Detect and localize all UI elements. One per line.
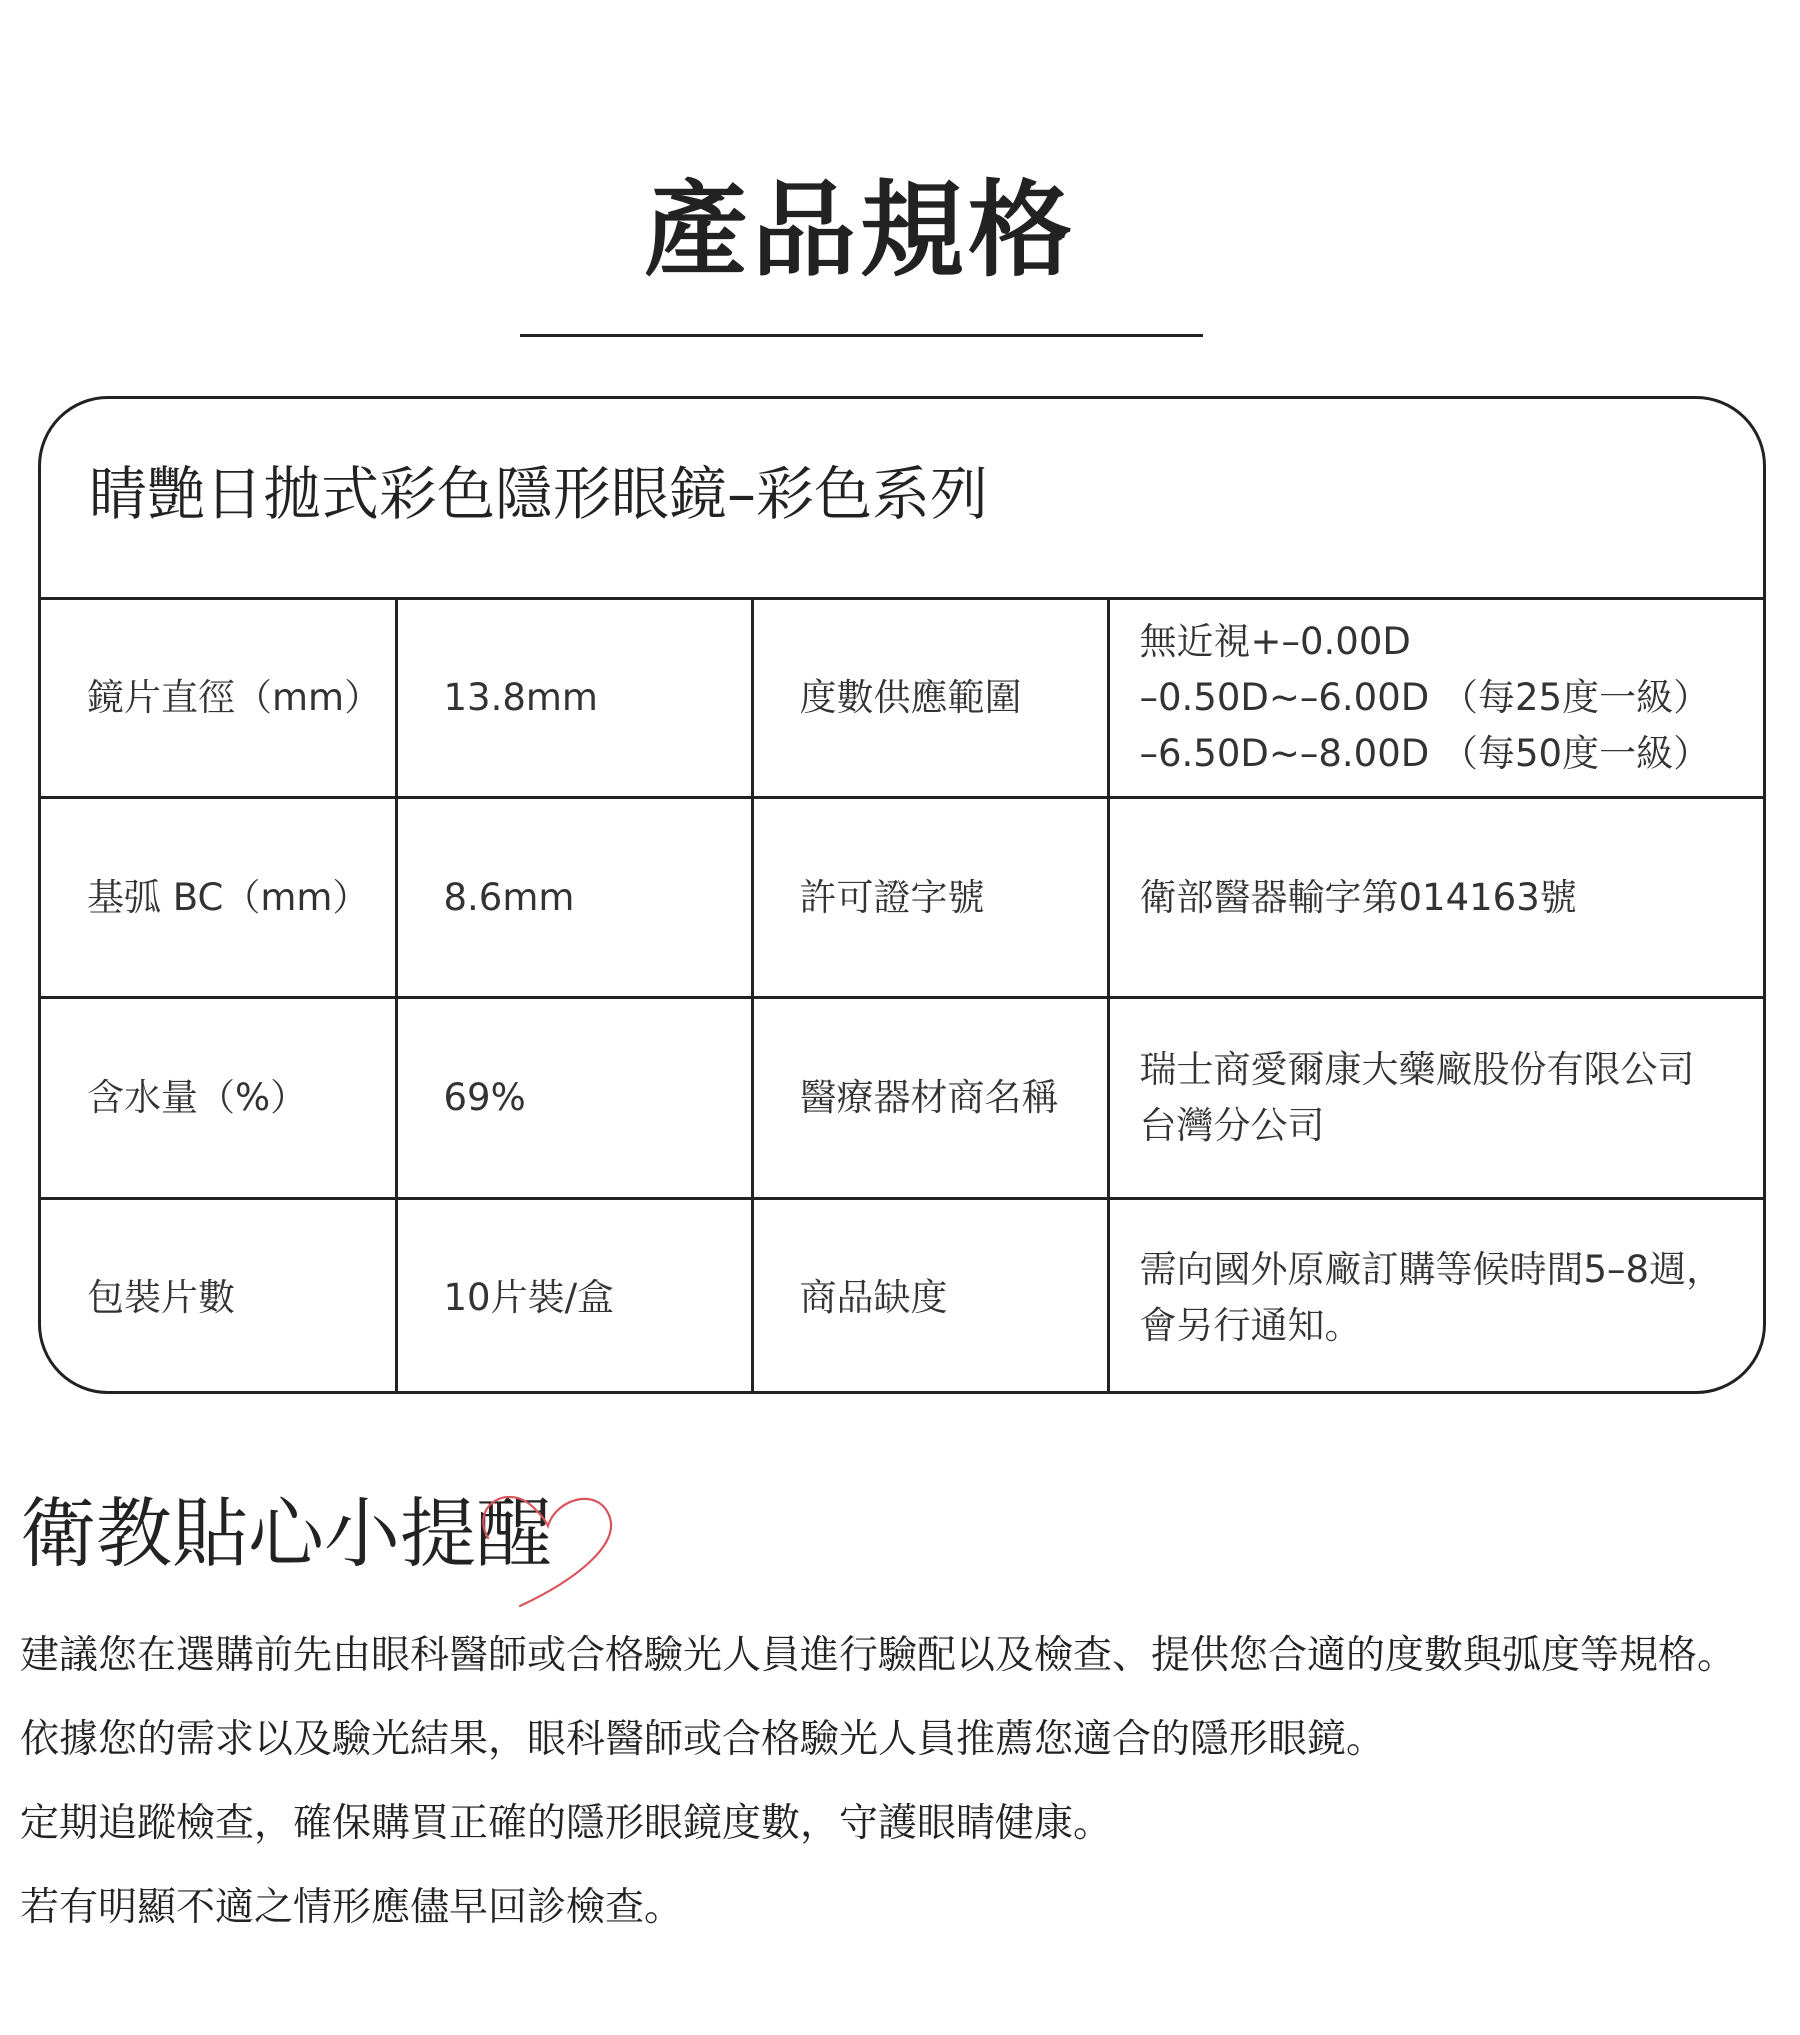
tip-item: 若有明顯不適之情形應儘早回診檢查。 bbox=[20, 1885, 684, 1930]
table-row bbox=[41, 600, 1763, 798]
vendor-value bbox=[1108, 998, 1763, 1199]
card-header bbox=[41, 399, 1763, 600]
spec-card bbox=[38, 396, 1766, 1394]
base-curve-value: 8.6mm bbox=[396, 798, 752, 998]
diameter-label: 鏡片直徑（mm） bbox=[41, 600, 396, 798]
power-range-line: –6.50D~–8.00D （每50度一級） bbox=[1139, 732, 1711, 775]
pack-value: 10片裝/盒 bbox=[396, 1199, 752, 1395]
license-label: 許可證字號 bbox=[752, 798, 1108, 998]
pack-label: 包裝片數 bbox=[41, 1199, 396, 1395]
page-title: 產品規格 bbox=[643, 169, 1076, 291]
heart-outline-icon bbox=[460, 1478, 630, 1608]
vendor-line: 瑞士商愛爾康大藥廠股份有限公司 bbox=[1139, 1048, 1695, 1091]
vendor-label: 醫療器材商名稱 bbox=[752, 998, 1108, 1199]
title-divider bbox=[520, 334, 1203, 337]
water-content-value: 69% bbox=[396, 998, 752, 1199]
table-row bbox=[41, 798, 1763, 998]
spec-table bbox=[41, 600, 1763, 1394]
water-content-label: 含水量（%） bbox=[41, 998, 396, 1199]
license-value: 衛部醫器輸字第014163號 bbox=[1108, 798, 1763, 998]
table-row bbox=[41, 998, 1763, 1199]
vendor-line: 台灣分公司 bbox=[1139, 1104, 1325, 1147]
diameter-value: 13.8mm bbox=[396, 600, 752, 798]
stock-notice bbox=[1108, 1199, 1763, 1395]
stock-notice-line: 需向國外原廠訂購等候時間5–8週， bbox=[1139, 1248, 1724, 1291]
tip-item: 定期追蹤檢查，確保購買正確的隱形眼鏡度數，守護眼睛健康。 bbox=[20, 1801, 1113, 1846]
tip-item: 依據您的需求以及驗光結果，眼科醫師或合格驗光人員推薦您適合的隱形眼鏡。 bbox=[20, 1717, 1386, 1762]
power-range-line: 無近視+–0.00D bbox=[1139, 620, 1411, 663]
base-curve-label: 基弧 BC（mm） bbox=[41, 798, 396, 998]
power-range-line: –0.50D~–6.00D （每25度一級） bbox=[1139, 676, 1711, 719]
power-range-label: 度數供應範圍 bbox=[752, 600, 1108, 798]
stock-label: 商品缺度 bbox=[752, 1199, 1108, 1395]
power-range-value bbox=[1108, 600, 1763, 798]
tips-list bbox=[20, 1630, 1780, 1966]
stock-notice-line: 會另行通知。 bbox=[1139, 1304, 1362, 1347]
tip-item: 建議您在選購前先由眼科醫師或合格驗光人員進行驗配以及檢查、提供您合適的度數與弧度等規格。 bbox=[20, 1633, 1737, 1678]
table-row bbox=[41, 1199, 1763, 1395]
product-name: 睛艷日拋式彩色隱形眼鏡–彩色系列 bbox=[89, 460, 989, 528]
tips-title: 衛教貼心小提醒 bbox=[20, 1489, 552, 1578]
